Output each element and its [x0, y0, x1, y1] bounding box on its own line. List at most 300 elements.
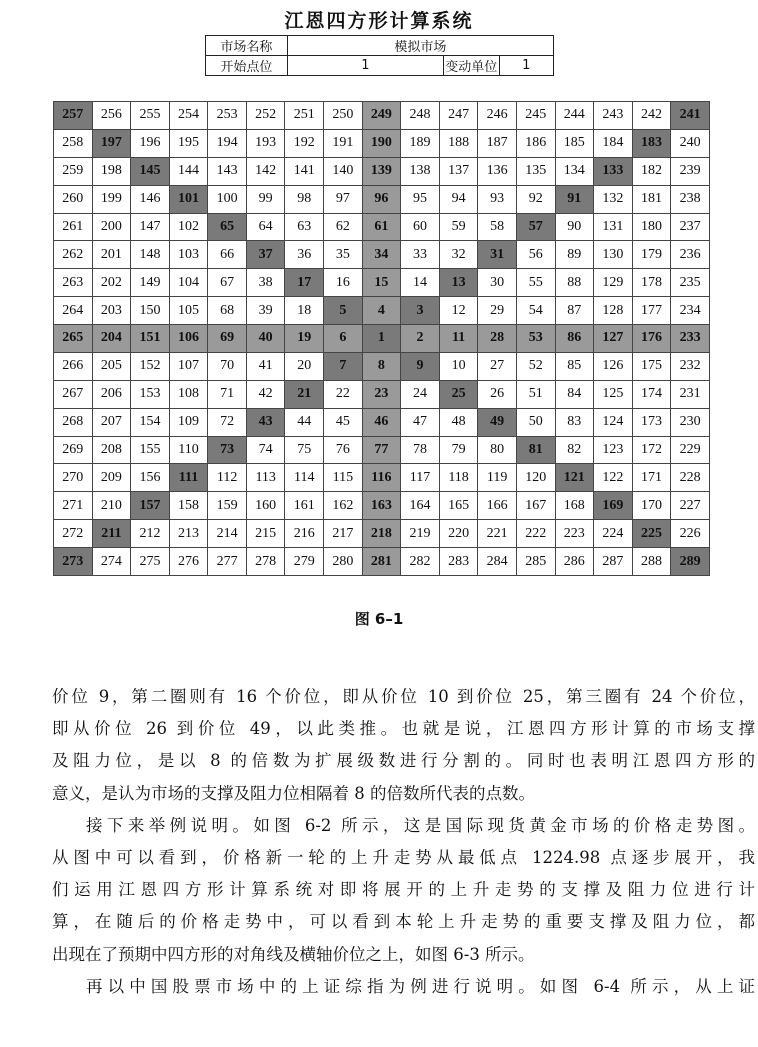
grid-cell: 100: [208, 185, 247, 213]
grid-cell: 283: [439, 548, 478, 576]
grid-cell: 204: [92, 325, 131, 353]
grid-cell: 258: [54, 129, 93, 157]
grid-cell: 51: [516, 380, 555, 408]
grid-cell: 170: [632, 492, 671, 520]
grid-row: [54, 492, 710, 520]
grid-cell: 55: [516, 269, 555, 297]
grid-cell: 24: [401, 380, 440, 408]
grid-cell: 104: [169, 269, 208, 297]
grid-cell: 278: [246, 548, 285, 576]
grid-cell: 153: [131, 380, 170, 408]
grid-cell: 83: [555, 408, 594, 436]
grid-cell: 54: [516, 297, 555, 325]
grid-cell: 112: [208, 464, 247, 492]
grid-cell: 254: [169, 102, 208, 130]
grid-cell: 107: [169, 352, 208, 380]
grid-cell: 116: [362, 464, 401, 492]
grid-cell: 207: [92, 408, 131, 436]
grid-cell: 102: [169, 213, 208, 241]
grid-cell: 98: [285, 185, 324, 213]
grid-cell: 89: [555, 241, 594, 269]
grid-cell: 225: [632, 520, 671, 548]
grid-row: [54, 241, 710, 269]
grid-cell: 64: [246, 213, 285, 241]
grid-cell: 182: [632, 157, 671, 185]
grid-cell: 63: [285, 213, 324, 241]
grid-cell: 197: [92, 129, 131, 157]
grid-cell: 272: [54, 520, 93, 548]
grid-cell: 210: [92, 492, 131, 520]
grid-cell: 208: [92, 436, 131, 464]
grid-cell: 15: [362, 269, 401, 297]
grid-cell: 282: [401, 548, 440, 576]
grid-row: [54, 408, 710, 436]
grid-cell: 183: [632, 129, 671, 157]
grid-cell: 81: [516, 436, 555, 464]
paragraph-line: 出现在了预期中四方形的对角线及横轴价位之上，如图 6-3 所示。: [52, 944, 535, 964]
grid-cell: 67: [208, 269, 247, 297]
grid-cell: 145: [131, 157, 170, 185]
grid-cell: 159: [208, 492, 247, 520]
grid-cell: 223: [555, 520, 594, 548]
grid-row: [54, 102, 710, 130]
grid-cell: 31: [478, 241, 517, 269]
grid-cell: 131: [594, 213, 633, 241]
figure-caption: 图 6–1: [354, 610, 404, 628]
grid-cell: 185: [555, 129, 594, 157]
grid-cell: 249: [362, 102, 401, 130]
grid-cell: 181: [632, 185, 671, 213]
grid-cell: 288: [632, 548, 671, 576]
grid-cell: 219: [401, 520, 440, 548]
grid-cell: 154: [131, 408, 170, 436]
grid-row: [54, 129, 710, 157]
grid-cell: 109: [169, 408, 208, 436]
grid-cell: 243: [594, 102, 633, 130]
grid-cell: 194: [208, 129, 247, 157]
grid-cell: 37: [246, 241, 285, 269]
grid-cell: 56: [516, 241, 555, 269]
grid-row: [54, 185, 710, 213]
grid-cell: 103: [169, 241, 208, 269]
grid-cell: 74: [246, 436, 285, 464]
grid-cell: 189: [401, 129, 440, 157]
grid-cell: 231: [671, 380, 710, 408]
grid-cell: 62: [324, 213, 363, 241]
grid-cell: 215: [246, 520, 285, 548]
grid-cell: 195: [169, 129, 208, 157]
grid-cell: 253: [208, 102, 247, 130]
grid-cell: 148: [131, 241, 170, 269]
grid-cell: 171: [632, 464, 671, 492]
grid-cell: 40: [246, 325, 285, 353]
grid-cell: 244: [555, 102, 594, 130]
grid-cell: 119: [478, 464, 517, 492]
grid-cell: 205: [92, 352, 131, 380]
grid-cell: 137: [439, 157, 478, 185]
grid-cell: 242: [632, 102, 671, 130]
grid-cell: 199: [92, 185, 131, 213]
grid-row: [54, 352, 710, 380]
grid-cell: 193: [246, 129, 285, 157]
grid-cell: 96: [362, 185, 401, 213]
grid-cell: 240: [671, 129, 710, 157]
change-unit-label: 变动单位: [444, 56, 499, 76]
grid-cell: 78: [401, 436, 440, 464]
paragraph-line: 意义，是认为市场的支撑及阻力位相隔着 8 的倍数所代表的点数。: [52, 783, 535, 803]
grid-cell: 10: [439, 352, 478, 380]
grid-cell: 32: [439, 241, 478, 269]
grid-cell: 140: [324, 157, 363, 185]
grid-cell: 245: [516, 102, 555, 130]
grid-cell: 26: [478, 380, 517, 408]
grid-cell: 136: [478, 157, 517, 185]
grid-cell: 33: [401, 241, 440, 269]
grid-cell: 108: [169, 380, 208, 408]
grid-cell: 35: [324, 241, 363, 269]
grid-cell: 27: [478, 352, 517, 380]
grid-cell: 71: [208, 380, 247, 408]
grid-cell: 162: [324, 492, 363, 520]
grid-cell: 49: [478, 408, 517, 436]
grid-cell: 270: [54, 464, 93, 492]
grid-cell: 156: [131, 464, 170, 492]
grid-cell: 176: [632, 325, 671, 353]
grid-cell: 110: [169, 436, 208, 464]
grid-cell: 45: [324, 408, 363, 436]
grid-cell: 262: [54, 241, 93, 269]
grid-cell: 174: [632, 380, 671, 408]
grid-cell: 217: [324, 520, 363, 548]
start-point-value: 1: [287, 56, 443, 76]
grid-cell: 235: [671, 269, 710, 297]
grid-cell: 165: [439, 492, 478, 520]
grid-cell: 123: [594, 436, 633, 464]
grid-cell: 271: [54, 492, 93, 520]
grid-cell: 241: [671, 102, 710, 130]
grid-cell: 230: [671, 408, 710, 436]
grid-cell: 281: [362, 548, 401, 576]
grid-cell: 168: [555, 492, 594, 520]
grid-cell: 29: [478, 297, 517, 325]
grid-cell: 184: [594, 129, 633, 157]
grid-row: [54, 436, 710, 464]
grid-cell: 155: [131, 436, 170, 464]
grid-cell: 175: [632, 352, 671, 380]
grid-cell: 279: [285, 548, 324, 576]
grid-cell: 46: [362, 408, 401, 436]
grid-cell: 93: [478, 185, 517, 213]
grid-cell: 22: [324, 380, 363, 408]
grid-cell: 273: [54, 548, 93, 576]
grid-row: [54, 269, 710, 297]
grid-cell: 157: [131, 492, 170, 520]
grid-cell: 120: [516, 464, 555, 492]
grid-cell: 232: [671, 352, 710, 380]
grid-cell: 139: [362, 157, 401, 185]
grid-cell: 227: [671, 492, 710, 520]
grid-cell: 65: [208, 213, 247, 241]
grid-cell: 118: [439, 464, 478, 492]
grid-cell: 16: [324, 269, 363, 297]
grid-cell: 72: [208, 408, 247, 436]
grid-cell: 201: [92, 241, 131, 269]
grid-cell: 256: [92, 102, 131, 130]
start-point-label: 开始点位: [206, 56, 288, 76]
grid-cell: 141: [285, 157, 324, 185]
grid-cell: 180: [632, 213, 671, 241]
grid-cell: 38: [246, 269, 285, 297]
grid-cell: 178: [632, 269, 671, 297]
grid-cell: 234: [671, 297, 710, 325]
grid-cell: 53: [516, 325, 555, 353]
grid-cell: 161: [285, 492, 324, 520]
grid-cell: 158: [169, 492, 208, 520]
grid-cell: 87: [555, 297, 594, 325]
grid-cell: 99: [246, 185, 285, 213]
grid-cell: 214: [208, 520, 247, 548]
grid-cell: 211: [92, 520, 131, 548]
grid-cell: 151: [131, 325, 170, 353]
grid-cell: 95: [401, 185, 440, 213]
grid-cell: 111: [169, 464, 208, 492]
grid-cell: 125: [594, 380, 633, 408]
grid-cell: 267: [54, 380, 93, 408]
grid-cell: 255: [131, 102, 170, 130]
grid-cell: 92: [516, 185, 555, 213]
grid-cell: 117: [401, 464, 440, 492]
grid-row: [54, 464, 710, 492]
grid-cell: 268: [54, 408, 93, 436]
grid-cell: 134: [555, 157, 594, 185]
grid-cell: 277: [208, 548, 247, 576]
grid-cell: 52: [516, 352, 555, 380]
grid-cell: 239: [671, 157, 710, 185]
grid-cell: 21: [285, 380, 324, 408]
grid-cell: 5: [324, 297, 363, 325]
grid-cell: 73: [208, 436, 247, 464]
grid-cell: 105: [169, 297, 208, 325]
market-name-value: 模拟市场: [287, 36, 553, 56]
grid-cell: 220: [439, 520, 478, 548]
grid-cell: 9: [401, 352, 440, 380]
gann-square-grid: [53, 101, 710, 576]
market-info-table: [205, 35, 554, 76]
grid-cell: 2: [401, 325, 440, 353]
grid-cell: 147: [131, 213, 170, 241]
grid-cell: 228: [671, 464, 710, 492]
grid-cell: 85: [555, 352, 594, 380]
grid-cell: 12: [439, 297, 478, 325]
grid-cell: 11: [439, 325, 478, 353]
grid-cell: 203: [92, 297, 131, 325]
grid-cell: 70: [208, 352, 247, 380]
grid-cell: 266: [54, 352, 93, 380]
grid-cell: 115: [324, 464, 363, 492]
grid-cell: 206: [92, 380, 131, 408]
grid-cell: 260: [54, 185, 93, 213]
grid-cell: 150: [131, 297, 170, 325]
grid-cell: 128: [594, 297, 633, 325]
grid-cell: 218: [362, 520, 401, 548]
grid-cell: 76: [324, 436, 363, 464]
grid-cell: 82: [555, 436, 594, 464]
grid-cell: 8: [362, 352, 401, 380]
grid-cell: 192: [285, 129, 324, 157]
grid-cell: 69: [208, 325, 247, 353]
grid-cell: 190: [362, 129, 401, 157]
start-point-row: [206, 56, 554, 76]
grid-cell: 57: [516, 213, 555, 241]
grid-cell: 41: [246, 352, 285, 380]
grid-cell: 13: [439, 269, 478, 297]
grid-cell: 264: [54, 297, 93, 325]
grid-cell: 221: [478, 520, 517, 548]
grid-cell: 79: [439, 436, 478, 464]
grid-cell: 191: [324, 129, 363, 157]
grid-cell: 3: [401, 297, 440, 325]
grid-cell: 90: [555, 213, 594, 241]
grid-cell: 68: [208, 297, 247, 325]
grid-cell: 164: [401, 492, 440, 520]
paragraph-line: 算，在随后的价格走势中，可以看到本轮上升走势的重要支撑及阻力位，都: [52, 912, 755, 932]
page-title: 江恩四方形计算系统: [284, 10, 474, 32]
grid-cell: 248: [401, 102, 440, 130]
grid-cell: 177: [632, 297, 671, 325]
grid-cell: 42: [246, 380, 285, 408]
grid-cell: 84: [555, 380, 594, 408]
grid-cell: 233: [671, 325, 710, 353]
grid-cell: 269: [54, 436, 93, 464]
grid-cell: 25: [439, 380, 478, 408]
grid-cell: 77: [362, 436, 401, 464]
grid-cell: 44: [285, 408, 324, 436]
grid-cell: 246: [478, 102, 517, 130]
paragraph-line: 即从价位 26 到价位 49，以此类推。也就是说，江恩四方形计算的市场支撑: [52, 719, 755, 739]
grid-cell: 289: [671, 548, 710, 576]
grid-cell: 216: [285, 520, 324, 548]
grid-cell: 138: [401, 157, 440, 185]
grid-cell: 250: [324, 102, 363, 130]
grid-cell: 88: [555, 269, 594, 297]
grid-cell: 143: [208, 157, 247, 185]
grid-cell: 39: [246, 297, 285, 325]
grid-cell: 130: [594, 241, 633, 269]
grid-cell: 1: [362, 325, 401, 353]
grid-cell: 251: [285, 102, 324, 130]
grid-cell: 287: [594, 548, 633, 576]
grid-cell: 274: [92, 548, 131, 576]
grid-cell: 202: [92, 269, 131, 297]
grid-cell: 129: [594, 269, 633, 297]
grid-cell: 265: [54, 325, 93, 353]
grid-cell: 163: [362, 492, 401, 520]
grid-cell: 43: [246, 408, 285, 436]
grid-cell: 50: [516, 408, 555, 436]
grid-cell: 80: [478, 436, 517, 464]
grid-cell: 286: [555, 548, 594, 576]
grid-cell: 226: [671, 520, 710, 548]
grid-cell: 179: [632, 241, 671, 269]
paragraph-line: 接下来举例说明。如图 6-2 所示，这是国际现货黄金市场的价格走势图。: [86, 815, 755, 835]
grid-cell: 213: [169, 520, 208, 548]
grid-row: [54, 297, 710, 325]
grid-cell: 106: [169, 325, 208, 353]
grid-cell: 152: [131, 352, 170, 380]
grid-cell: 198: [92, 157, 131, 185]
grid-cell: 263: [54, 269, 93, 297]
grid-cell: 7: [324, 352, 363, 380]
grid-cell: 209: [92, 464, 131, 492]
grid-cell: 284: [478, 548, 517, 576]
grid-cell: 166: [478, 492, 517, 520]
grid-cell: 59: [439, 213, 478, 241]
grid-row: [54, 380, 710, 408]
grid-cell: 132: [594, 185, 633, 213]
grid-cell: 101: [169, 185, 208, 213]
grid-cell: 188: [439, 129, 478, 157]
body-text: [52, 681, 755, 1003]
grid-cell: 146: [131, 185, 170, 213]
grid-cell: 142: [246, 157, 285, 185]
market-name-label: 市场名称: [206, 36, 288, 56]
grid-cell: 4: [362, 297, 401, 325]
grid-cell: 86: [555, 325, 594, 353]
paragraph-line: 价位 9，第二圈则有 16 个价位，即从价位 10 到价位 25，第三圈有 24 个价位，: [52, 687, 755, 706]
grid-cell: 127: [594, 325, 633, 353]
grid-cell: 19: [285, 325, 324, 353]
grid-cell: 97: [324, 185, 363, 213]
grid-cell: 18: [285, 297, 324, 325]
grid-cell: 122: [594, 464, 633, 492]
grid-cell: 186: [516, 129, 555, 157]
grid-cell: 91: [555, 185, 594, 213]
grid-cell: 28: [478, 325, 517, 353]
grid-cell: 113: [246, 464, 285, 492]
grid-cell: 200: [92, 213, 131, 241]
grid-cell: 222: [516, 520, 555, 548]
grid-cell: 259: [54, 157, 93, 185]
grid-cell: 276: [169, 548, 208, 576]
grid-cell: 187: [478, 129, 517, 157]
grid-cell: 30: [478, 269, 517, 297]
grid-row: [54, 213, 710, 241]
grid-cell: 160: [246, 492, 285, 520]
grid-cell: 169: [594, 492, 633, 520]
grid-cell: 94: [439, 185, 478, 213]
grid-cell: 144: [169, 157, 208, 185]
grid-cell: 261: [54, 213, 93, 241]
grid-cell: 212: [131, 520, 170, 548]
grid-cell: 17: [285, 269, 324, 297]
change-unit-value: 1: [499, 56, 553, 76]
grid-cell: 114: [285, 464, 324, 492]
grid-cell: 6: [324, 325, 363, 353]
grid-cell: 135: [516, 157, 555, 185]
grid-cell: 48: [439, 408, 478, 436]
grid-cell: 252: [246, 102, 285, 130]
grid-cell: 34: [362, 241, 401, 269]
grid-cell: 167: [516, 492, 555, 520]
grid-row: [54, 548, 710, 576]
grid-cell: 224: [594, 520, 633, 548]
grid-cell: 237: [671, 213, 710, 241]
grid-cell: 66: [208, 241, 247, 269]
grid-cell: 75: [285, 436, 324, 464]
grid-cell: 275: [131, 548, 170, 576]
grid-cell: 36: [285, 241, 324, 269]
grid-cell: 124: [594, 408, 633, 436]
